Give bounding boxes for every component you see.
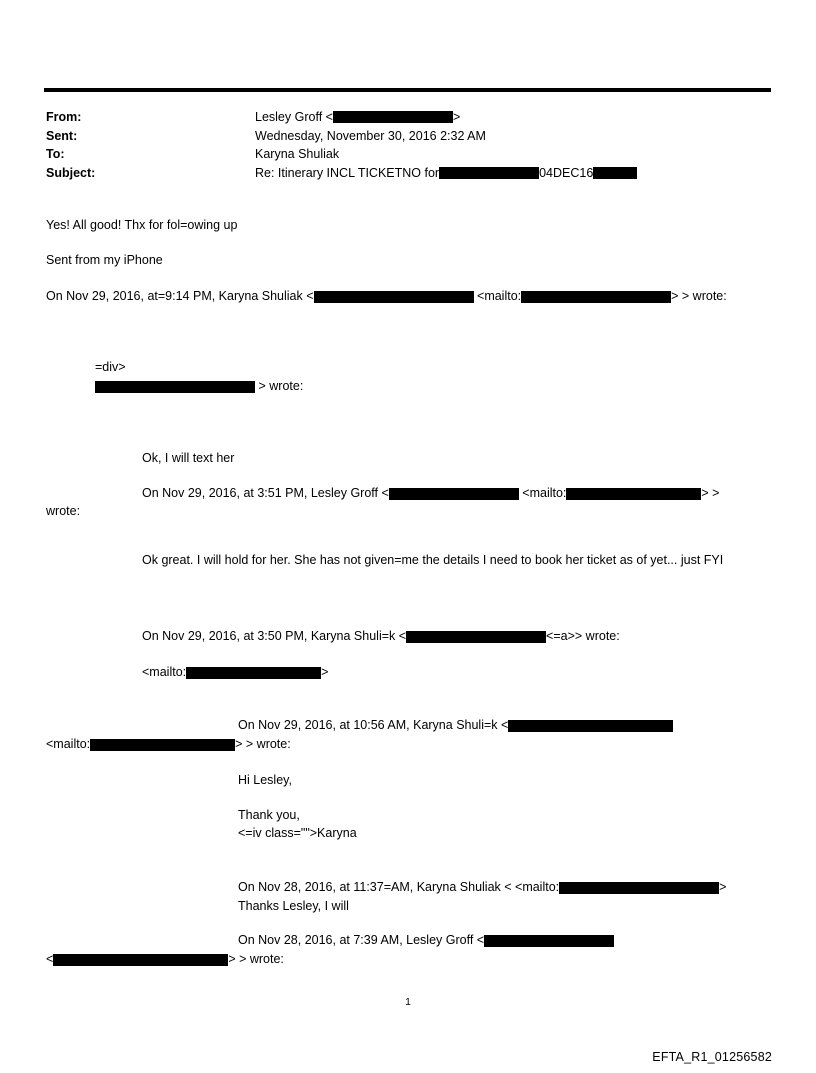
quote-body-ok-text-her: Ok, I will text her bbox=[142, 451, 235, 465]
bates-number: EFTA_R1_01256582 bbox=[652, 1050, 772, 1064]
quote-mailto-line bbox=[142, 664, 328, 681]
from-suffix: > bbox=[452, 110, 461, 124]
quote-header-2 bbox=[95, 378, 303, 398]
redaction-block bbox=[593, 167, 637, 179]
email-header bbox=[46, 108, 776, 182]
header-row-sent bbox=[46, 127, 776, 146]
quote-7-text: On Nov 28, 2016, at 7:39 AM, Lesley Groff < bbox=[238, 933, 485, 947]
redaction-block bbox=[566, 488, 701, 500]
header-value-sent: Wednesday, November 30, 2016 2:32 AM bbox=[255, 128, 486, 143]
quote-2-suffix: > wrote: bbox=[258, 379, 304, 393]
redaction-block bbox=[186, 667, 321, 679]
header-value-from bbox=[255, 108, 460, 127]
quote-6-suffix: > bbox=[719, 880, 727, 894]
redaction-block bbox=[90, 739, 235, 751]
header-row-from bbox=[46, 108, 776, 127]
redaction-block bbox=[439, 167, 539, 179]
quote-body-karyna: <=iv class="">Karyna bbox=[238, 826, 357, 840]
quote-5-text: On Nov 29, 2016, at 10:56 AM, Karyna Shuli=k < bbox=[238, 718, 509, 732]
quote-header-6 bbox=[238, 879, 726, 896]
quote-header-1 bbox=[46, 288, 727, 305]
quote-mailto-suffix: > bbox=[321, 665, 329, 679]
redaction-block bbox=[53, 954, 228, 966]
subject-middle: 04DEC16 bbox=[539, 165, 594, 180]
quote-7-suffix: > > wrote: bbox=[228, 952, 284, 966]
header-value-subject bbox=[255, 164, 637, 183]
quote-7-continuation bbox=[46, 951, 284, 968]
quote-3-suffix: > > bbox=[701, 486, 720, 500]
quote-3-text: On Nov 29, 2016, at 3:51 PM, Lesley Groff < bbox=[142, 486, 389, 500]
body-line-greeting: Yes! All good! Thx for fol=owing up bbox=[46, 218, 238, 232]
quote-body-hold-for-her: Ok great. I will hold for her. She has not given=me the details I need to book her ticket as of yet... just FYI bbox=[142, 553, 724, 567]
quote-div-marker: =div> bbox=[95, 360, 126, 374]
quote-1-suffix: > > wrote: bbox=[671, 289, 727, 303]
redaction-block bbox=[333, 111, 453, 123]
quote-5-mailto-prefix: <mailto: bbox=[46, 737, 91, 751]
quote-7-prefix: < bbox=[46, 952, 54, 966]
quote-3-wrote: wrote: bbox=[46, 504, 81, 518]
quote-3-mailto: <mailto: bbox=[522, 486, 567, 500]
redaction-block bbox=[406, 631, 546, 643]
quote-header-3 bbox=[142, 485, 719, 502]
quote-body-hi-lesley: Hi Lesley, bbox=[238, 773, 292, 787]
redaction-block bbox=[484, 935, 614, 947]
redaction-block bbox=[314, 291, 474, 303]
subject-prefix: Re: Itinerary INCL TICKETNO for bbox=[255, 165, 440, 180]
redaction-block bbox=[559, 882, 719, 894]
from-name: Lesley Groff < bbox=[255, 110, 333, 124]
header-label-sent: Sent: bbox=[46, 128, 78, 143]
redaction-block bbox=[95, 381, 255, 393]
page-number: 1 bbox=[405, 997, 411, 1008]
quote-1-mailto: <mailto: bbox=[477, 289, 522, 303]
quote-body-thank-you: Thank you, bbox=[238, 808, 300, 822]
quote-4-suffix: <=a>> wrote: bbox=[546, 629, 620, 643]
quote-header-4 bbox=[142, 628, 620, 645]
header-row-to bbox=[46, 145, 776, 164]
quote-header-5 bbox=[238, 717, 673, 734]
redaction-block bbox=[508, 720, 673, 732]
quote-5-mailto-suffix: > > wrote: bbox=[235, 737, 291, 751]
quote-6-text: On Nov 28, 2016, at 11:37=AM, Karyna Shuliak < <mailto: bbox=[238, 880, 560, 894]
redaction-block bbox=[389, 488, 519, 500]
quote-header-7 bbox=[238, 932, 614, 949]
header-label-from: From: bbox=[46, 110, 82, 124]
body-line-signature: Sent from my iPhone bbox=[46, 253, 163, 267]
header-label-to: To: bbox=[46, 147, 65, 161]
header-row-subject bbox=[46, 164, 776, 183]
header-label-subject: Subject: bbox=[46, 165, 96, 180]
redaction-block bbox=[521, 291, 671, 303]
quote-body-thanks-lesley: Thanks Lesley, I will bbox=[238, 899, 349, 913]
header-rule bbox=[44, 88, 771, 92]
quote-4-text: On Nov 29, 2016, at 3:50 PM, Karyna Shuli=k < bbox=[142, 629, 407, 643]
quote-mailto-prefix: <mailto: bbox=[142, 665, 187, 679]
quote-1-text: On Nov 29, 2016, at=9:14 PM, Karyna Shuliak < bbox=[46, 289, 314, 303]
header-value-to: Karyna Shuliak bbox=[255, 147, 340, 161]
quote-5-mailto-line bbox=[46, 736, 291, 753]
